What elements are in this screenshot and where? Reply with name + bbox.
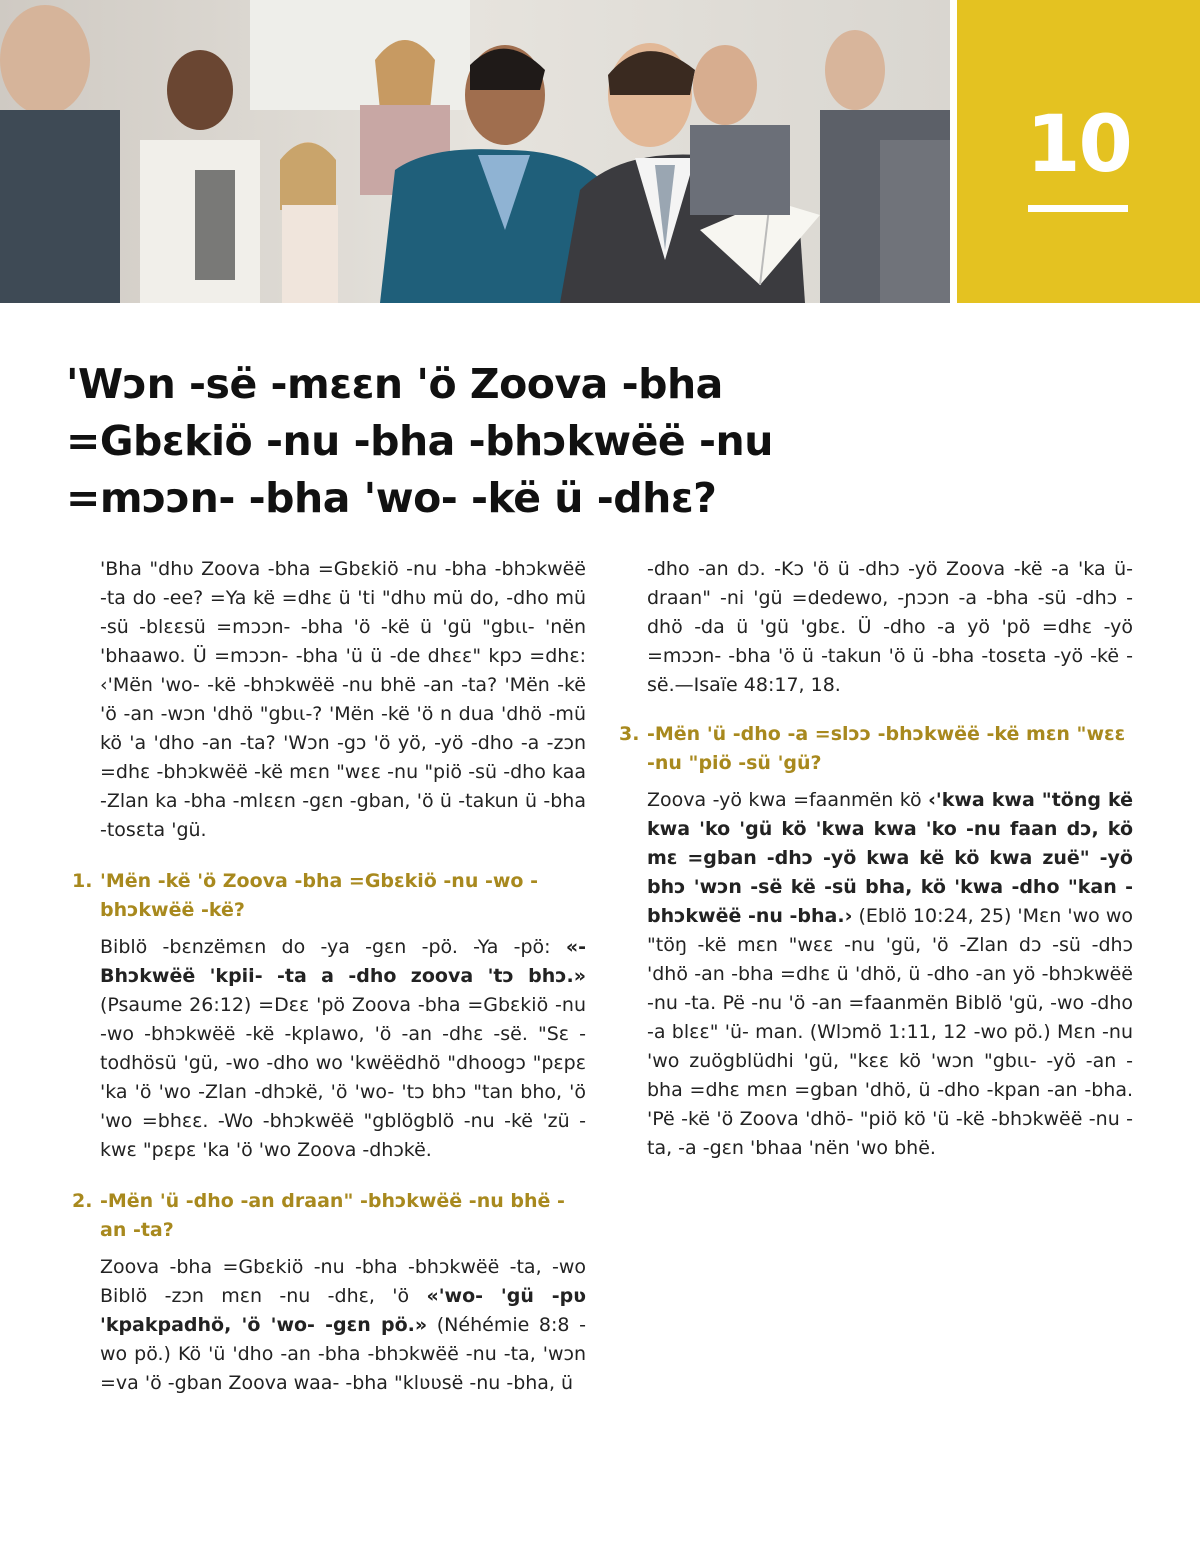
question-text: 'Mën -kë 'ö Zoova -bha =Gbɛkiö -nu -wo -bhɔkwëë -kë?	[100, 870, 538, 921]
question-3	[619, 720, 1133, 778]
left-column	[72, 555, 587, 1398]
answer-paragraph-1	[100, 933, 586, 1165]
hero-photo	[0, 0, 950, 303]
answer-text: (Eblö 10:24, 25) 'Mɛn 'wo wo "töŋ -kë mɛn "wɛɛ -nu 'gü, 'ö -Zlan dɔ -sü -dhɔ 'dhö -an -bha =dhɛ ü 'dhö, ü -dho -an yö -bhɔkwëë -nu -ta. Pë -nu 'ö -an =faanmën Biblö 'gü, -wo -dho -a blɛɛ" 'ü- man. (Wlɔmö 1:11, 12 -wo pö.) Mɛn -nu 'wo zuögblüdhi 'gü, "kɛɛ kö 'wɔn "gbɩɩ- -yö -an -bha =dhɛ mɛn =gban 'dhö, ü -dho -kpan -an -bha. 'Pë -kë 'ö Zoova 'dhö- "piö kö 'ü -kë -bhɔkwëë -nu -ta, -a -gɛn 'bhaa 'nën 'wo bhë.	[647, 905, 1134, 1159]
question-number: 3.	[619, 723, 640, 745]
chapter-badge	[957, 0, 1200, 303]
question-number: 1.	[72, 870, 93, 892]
answer-paragraph-2-continued: -dho -an dɔ. -Kɔ 'ö ü -dhɔ -yö Zoova -kë -a 'ka ü-draan" -ni 'gü =dedewo, -ɲɔɔn -a -bha -sü -dhɔ -dhö -da ü 'gü 'gbɛ. Ü -dho -a yö 'pö =dhɛ -yö =mɔɔn- -bha 'ö ü -takun 'ö ü -bha -tosɛta -yö -kë -së.—Isaïe 48:17, 18.	[647, 558, 1133, 696]
question-1	[72, 867, 586, 925]
scripture-quote: «'wo- 'gü -pʋ 'kpakpadhö, 'ö 'wo- -gɛn pö.»	[100, 1285, 586, 1336]
question-text: -Mën 'ü -dho -an draan" -bhɔkwëë -nu bhë -an -ta?	[100, 1190, 565, 1241]
answer-text: Zoova -bha =Gbɛkiö -nu -bha -bhɔkwëë -ta, -wo Biblö -zɔn mɛn -nu -dhɛ, 'ö	[100, 1256, 586, 1307]
scripture-quote: ‹'kwa kwa "töng kë kwa 'ko 'gü kö 'kwa kwa 'ko -nu faan dɔ, kö mɛ =gban -dhɔ -yö kwa kë kö kwa zuë" -yö bhɔ 'wɔn -së kë -sü bha, kö 'kwa -dho "kan -bhɔkwëë -nu -bha.›	[647, 789, 1133, 927]
congregation-illustration	[0, 0, 950, 303]
answer-paragraph-3	[647, 786, 1133, 1163]
question-number: 2.	[72, 1190, 93, 1212]
right-column	[619, 555, 1134, 1163]
question-2	[72, 1187, 586, 1245]
chapter-underline	[1028, 205, 1128, 212]
answer-text: (Néhémie 8:8 -wo pö.) Kö 'ü 'dho -an -bha -bhɔkwëë -nu -ta, 'wɔn =va 'ö -gban Zoova waa- -bha "klʋʋsë -nu -bha, ü	[100, 1314, 587, 1394]
chapter-number: 10	[1026, 100, 1131, 190]
answer-text: Biblö -bɛnzëmɛn do -ya -gɛn -pö. -Ya -pö:	[100, 936, 566, 958]
answer-text: Zoova -yö kwa =faanmën kö	[647, 789, 929, 811]
answer-paragraph-2	[100, 1253, 586, 1398]
scripture-quote: «-Bhɔkwëë 'kpii- -ta a -dho zoova 'tɔ bhɔ.»	[100, 936, 586, 987]
question-text: -Mën 'ü -dho -a =slɔɔ -bhɔkwëë -kë mɛn "wɛɛ -nu "piö -sü 'gü?	[647, 723, 1126, 774]
page-title: 'Wɔn -së -mɛɛn 'ö Zoova -bha =Gbɛkiö -nu -bha -bhɔkwëë -nu =mɔɔn- -bha 'wo- -kë ü -dhɛ?	[66, 360, 773, 522]
answer-text: (Psaume 26:12) =Dɛɛ 'pö Zoova -bha =Gbɛkiö -nu -wo -bhɔkwëë -kë -kplawo, 'ö -an -dhɛ -së. "Sɛ -todhösü 'gü, -wo -dho wo 'kwëëdhö "dhoogɔ "pɛpɛ 'ka 'ö 'wo -Zlan -dhɔkë, 'ö 'wo- 'tɔ bhɔ "tan bho, 'ö 'wo =bhɛɛ. -Wo -bhɔkwëë "gblögblö -nu -kë 'zü -kwɛ "pɛpɛ 'ka 'ö 'wo Zoova -dhɔkë.	[100, 994, 586, 1161]
intro-paragraph: 'Bha "dhʋ Zoova -bha =Gbɛkiö -nu -bha -bhɔkwëë -ta do -ee? =Ya kë =dhɛ ü 'ti "dhʋ mü do, -dho mü -sü -blɛɛsü =mɔɔn- -bha 'ö -kë ü 'gü "gbɩɩ- 'nën 'bhaawo. Ü =mɔɔn- -bha 'ü ü -de dhɛɛ" kpɔ =dhɛ: ‹'Mën 'wo- -kë -bhɔkwëë -nu bhë -an -ta? 'Mën -kë 'ö -an -wɔn 'dhö "gbɩɩ-? 'Mën -kë 'ö n dua 'dhö -mü kö 'a 'dho -an -ta? 'Wɔn -gɔ 'ö yö, -yö -dho -a -zɔn =dhɛ -bhɔkwëë -kë mɛn "wɛɛ -nu "piö -sü -dho kaa -Zlan ka -bha -mlɛɛn -gɛn -gban, 'ö ü -takun ü -bha -tosɛta 'gü.	[100, 558, 586, 841]
